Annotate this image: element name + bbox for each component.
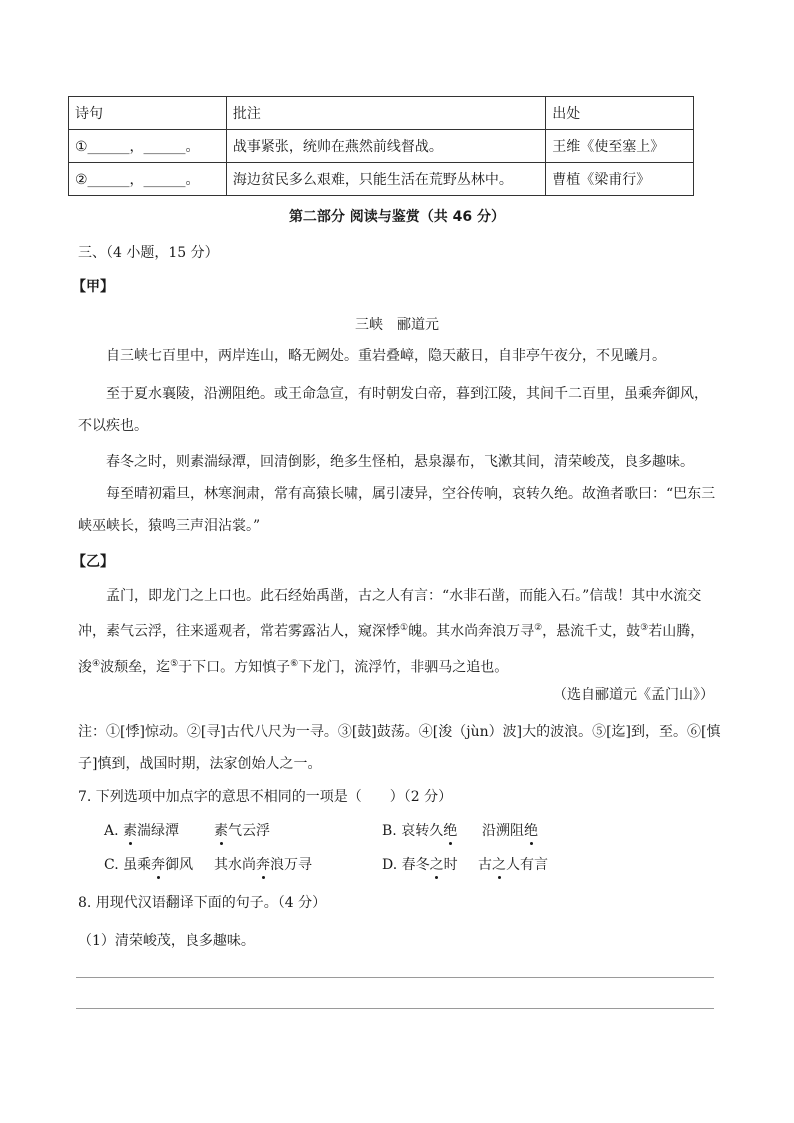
table-header: 出处 [546, 97, 694, 130]
table-header: 诗句 [69, 97, 227, 130]
option-d-compare: 古之人有言 [478, 854, 548, 874]
option-letter: C. [104, 857, 124, 873]
footnote-marker: ⑤ [170, 658, 179, 669]
passage-jia-label: 【甲】 [72, 279, 114, 295]
option-b-compare: 沿溯阻绝 [482, 820, 538, 840]
question-8-item: （1）清荣峻茂，良多趣味。 [78, 933, 255, 949]
dotted-char: 奔 [151, 854, 165, 874]
dotted-char: 素 [214, 820, 228, 840]
option-c[interactable]: C. 虽乘奔御风 [104, 854, 193, 874]
text-segment: ，悬流千丈，鼓 [542, 623, 641, 640]
section-heading: 三、（4 小题，15 分） [78, 245, 219, 261]
footnote-marker: ③ [640, 623, 649, 633]
poem-annotation-table [68, 96, 694, 196]
passage-title: 三峡 郦道元 [355, 317, 439, 333]
source-cell: 曹植《梁甫行》 [546, 163, 694, 196]
annotation-cell: 海边贫民多么艰难，只能生活在荒野丛林中。 [226, 163, 545, 196]
passage-paragraph: 自三峡七百里中，两岸连山，略无阙处。重岩叠嶂，隐天蔽日，自非亭午夜分，不见曦月。 [106, 348, 666, 364]
text-segment: 孟门，即龙门之上口也。此石经始禹凿，古之人有言：“水非石凿，而能入石。”信哉！其中水流交冲，素气云浮，往来遥观者，常若雾露沾人，窥深悸 [78, 588, 702, 640]
answer-line[interactable] [76, 977, 714, 978]
footnotes: 注：①[悸]惊动。②[寻]古代八尺为一寻。③[鼓]鼓荡。④[浚（jùn）波]大的波浪。⑤[迄]到，至。⑥[慎子]慎到，战国时期，法家创始人之一。 [78, 724, 721, 772]
option-letter: D. [382, 857, 402, 873]
option-a-compare: 素气云浮 [214, 820, 270, 840]
table-header-row [69, 97, 694, 130]
footnote-marker: ① [400, 623, 409, 633]
passage-source: （选自郦道元《孟门山》） [553, 687, 714, 703]
option-letter: B. [382, 823, 402, 839]
text-segment: 下龙门，流浮竹，非驷马之追也。 [298, 659, 509, 676]
text-segment: 波颓垒，迄 [100, 659, 171, 676]
text-segment: 若山腾，浚 [78, 623, 705, 676]
source-cell: 王维《使至塞上》 [546, 130, 694, 163]
passage-paragraph: 每至晴初霜旦，林寒涧肃，常有高猿长啸，属引凄异，空谷传响，哀转久绝。故渔者歌曰：“巴东三峡巫峡长，猿鸣三声泪沾裳。” [78, 486, 716, 534]
dotted-char: 素 [123, 820, 137, 840]
table-row [69, 130, 694, 163]
annotation-cell: 战事紧张，统帅在燕然前线督战。 [226, 130, 545, 163]
part-title: 第二部分 阅读与鉴赏（共 46 分） [288, 209, 506, 225]
dotted-char: 绝 [443, 820, 457, 840]
text-segment: 魄。其水尚奔浪万寻 [408, 623, 535, 640]
footnote-marker: ④ [92, 658, 101, 669]
question-8-stem: 8. 用现代汉语翻译下面的句子。（4 分） [78, 895, 327, 911]
option-letter: A. [104, 823, 124, 839]
answer-line[interactable] [76, 1008, 714, 1009]
dotted-char: 之 [492, 854, 506, 874]
poem-line-blank[interactable]: ②______，______。 [69, 163, 227, 196]
table-row [69, 163, 694, 196]
dotted-char: 之 [430, 854, 444, 874]
passage-paragraph [78, 580, 718, 683]
passage-paragraph: 春冬之时，则素湍绿潭，回清倒影，绝多生怪柏，悬泉瀑布，飞漱其间，清荣峻茂，良多趣味。 [106, 454, 694, 470]
dotted-char: 奔 [256, 854, 270, 874]
table-header: 批注 [226, 97, 545, 130]
option-c-compare: 其水尚奔浪万寻 [214, 854, 312, 874]
passage-paragraph: 至于夏水襄陵，沿溯阻绝。或王命急宣，有时朝发白帝，暮到江陵，其间千二百里，虽乘奔御风，不以疾也。 [78, 386, 708, 434]
dotted-char: 绝 [524, 820, 538, 840]
option-d[interactable]: D. 春冬之时 [382, 854, 458, 874]
poem-line-blank[interactable]: ①______，______。 [69, 130, 227, 163]
option-a[interactable]: A. 素湍绿潭 [104, 820, 179, 840]
option-b[interactable]: B. 哀转久绝 [382, 820, 457, 840]
passage-yi-label: 【乙】 [72, 554, 114, 570]
text-segment: 于下口。方知慎子 [178, 659, 291, 676]
footnote-marker: ② [534, 623, 543, 633]
footnote-marker: ⑥ [290, 658, 299, 669]
question-7-stem: 7. 下列选项中加点字的意思不相同的一项是（ ）（2 分） [78, 789, 453, 805]
